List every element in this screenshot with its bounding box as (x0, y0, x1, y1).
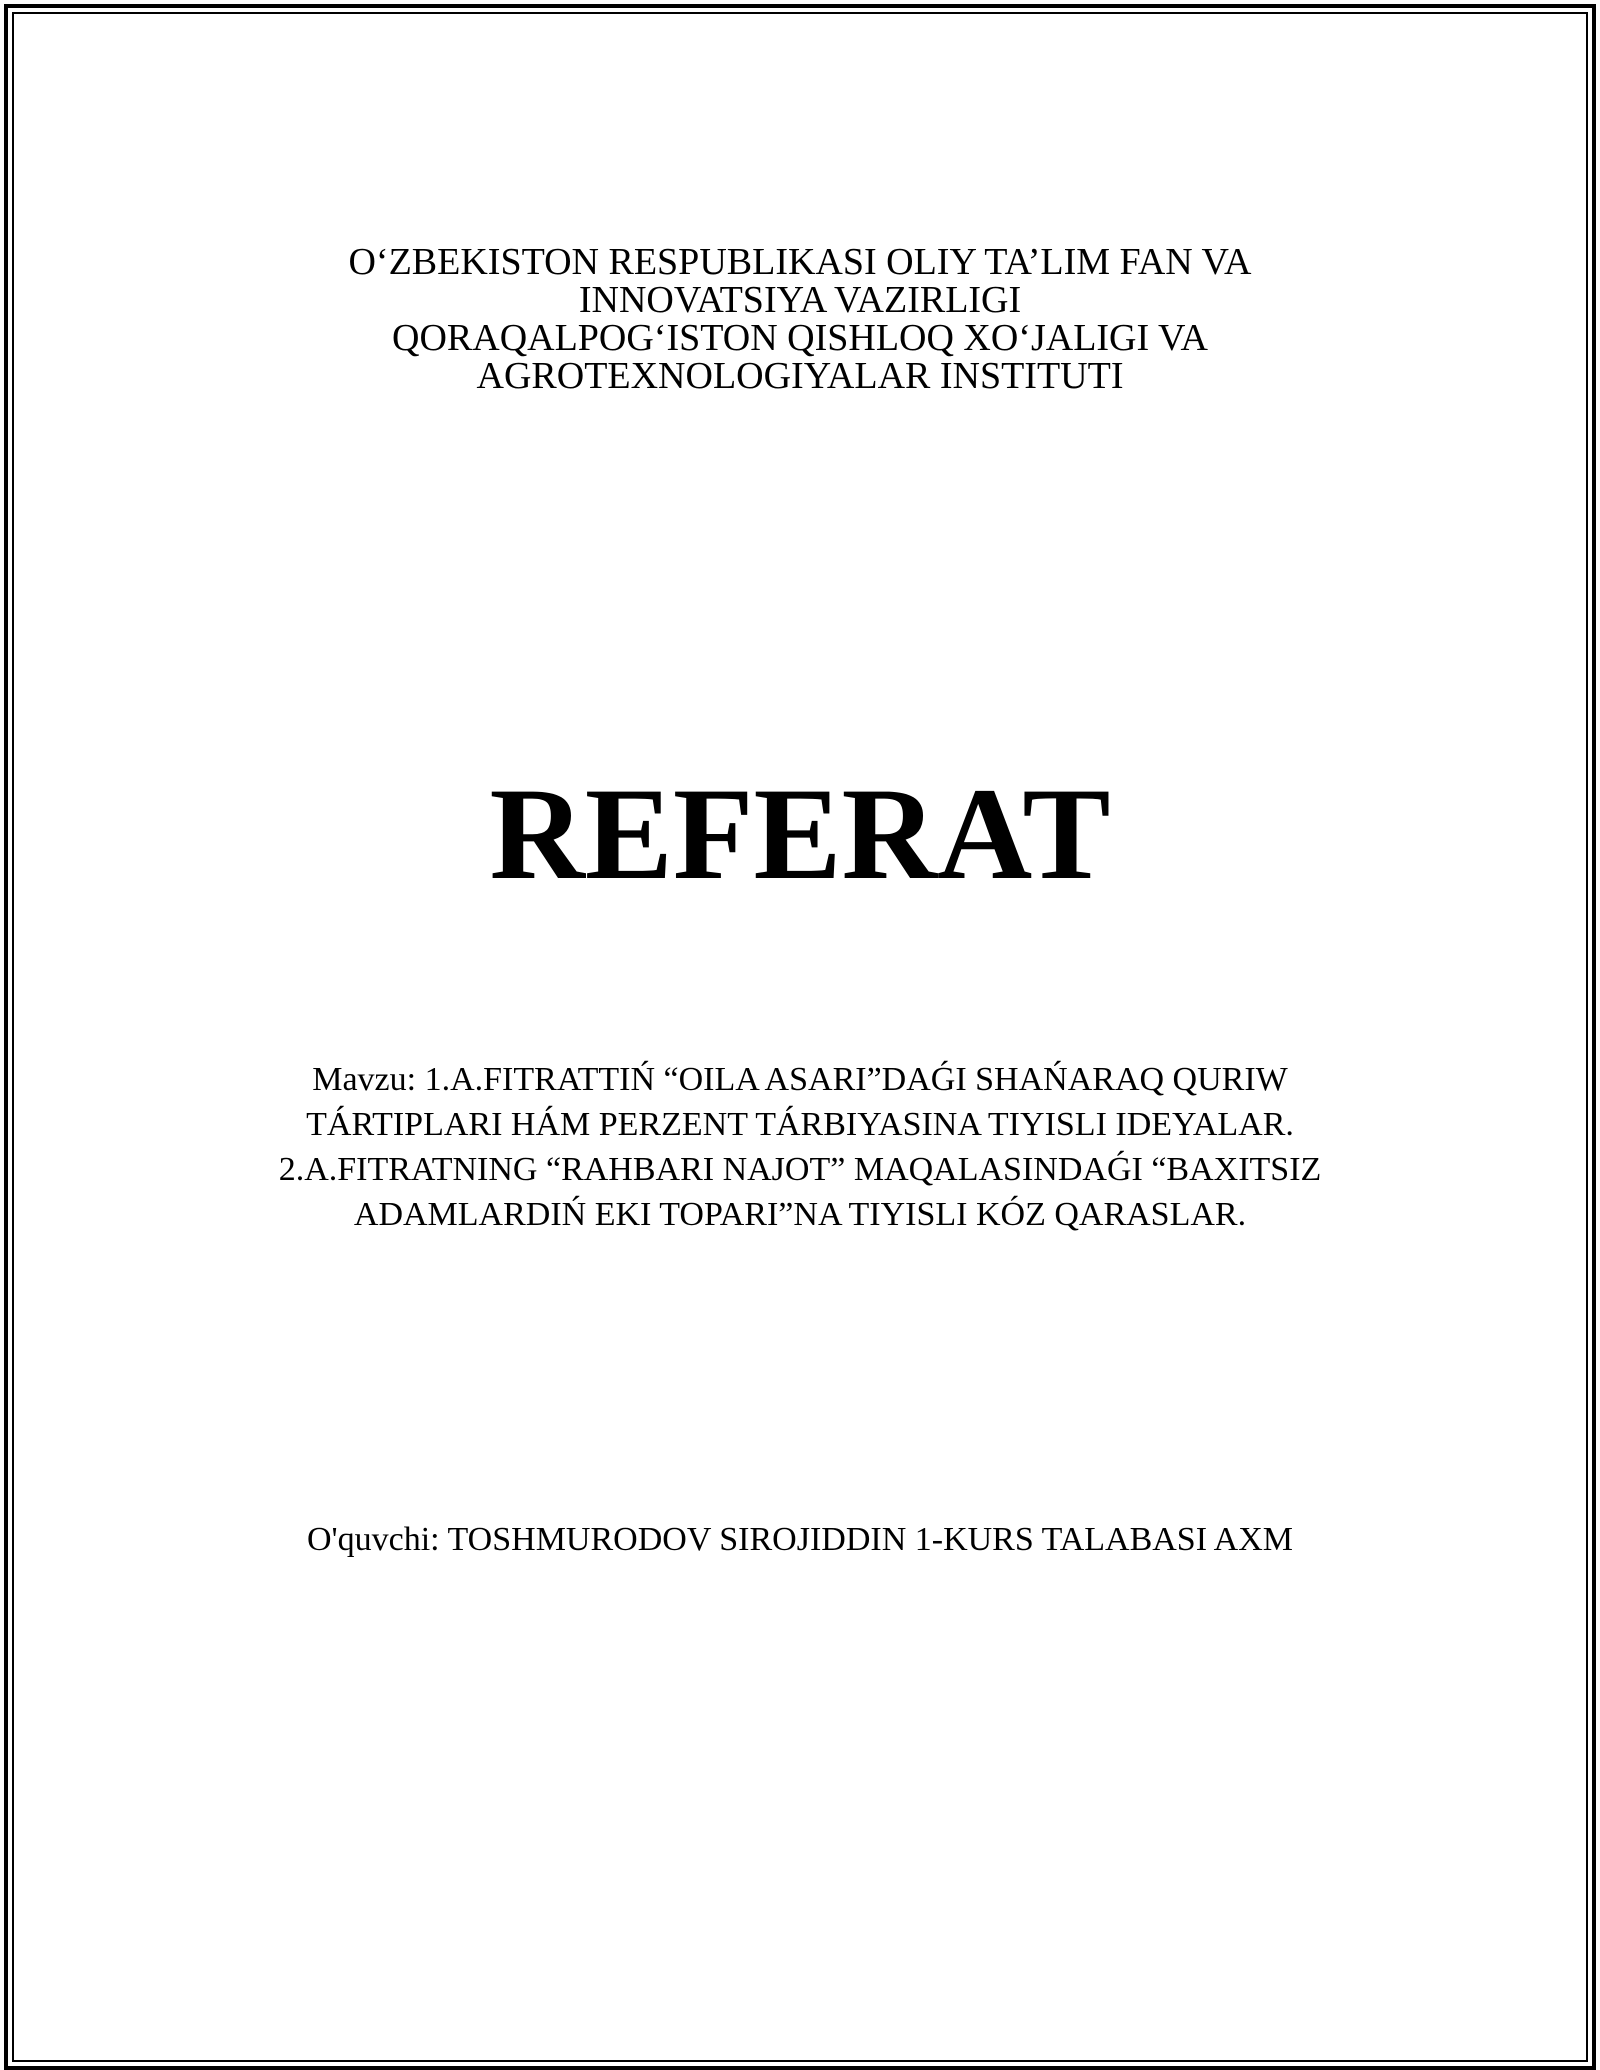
topic-block (0, 1057, 1600, 1237)
document-title: REFERAT (489, 760, 1111, 907)
institution-header (0, 243, 1600, 395)
topic-line: Mavzu: 1.A.FITRATTIŃ “OILA ASARI”DAǴI SHAŃARAQ QURIW (312, 1061, 1288, 1098)
author-line: O'quvchi: TOSHMURODOV SIROJIDDIN 1-KURS TALABASI AXM (306, 1521, 1294, 1558)
header-line: QORAQALPOG‘ISTON QISHLOQ XO‘JALIGI VA (392, 317, 1208, 359)
header-line: AGROTEXNOLOGIYALAR INSTITUTI (476, 355, 1124, 397)
topic-line: 2.A.FITRATNING “RAHBARI NAJOT” MAQALASINDAǴI “BAXITSIZ (278, 1151, 1322, 1188)
topic-line: TÁRTIPLARI HÁM PERZENT TÁRBIYASINA TIYISLI IDEYALAR. (306, 1106, 1294, 1143)
topic-line: ADAMLARDIŃ EKI TOPARI”NA TIYISLI KÓZ QARASLAR. (353, 1196, 1247, 1233)
header-line: O‘ZBEKISTON RESPUBLIKASI OLIY TA’LIM FAN VA (348, 241, 1252, 283)
header-line: INNOVATSIYA VAZIRLIGI (578, 279, 1022, 321)
